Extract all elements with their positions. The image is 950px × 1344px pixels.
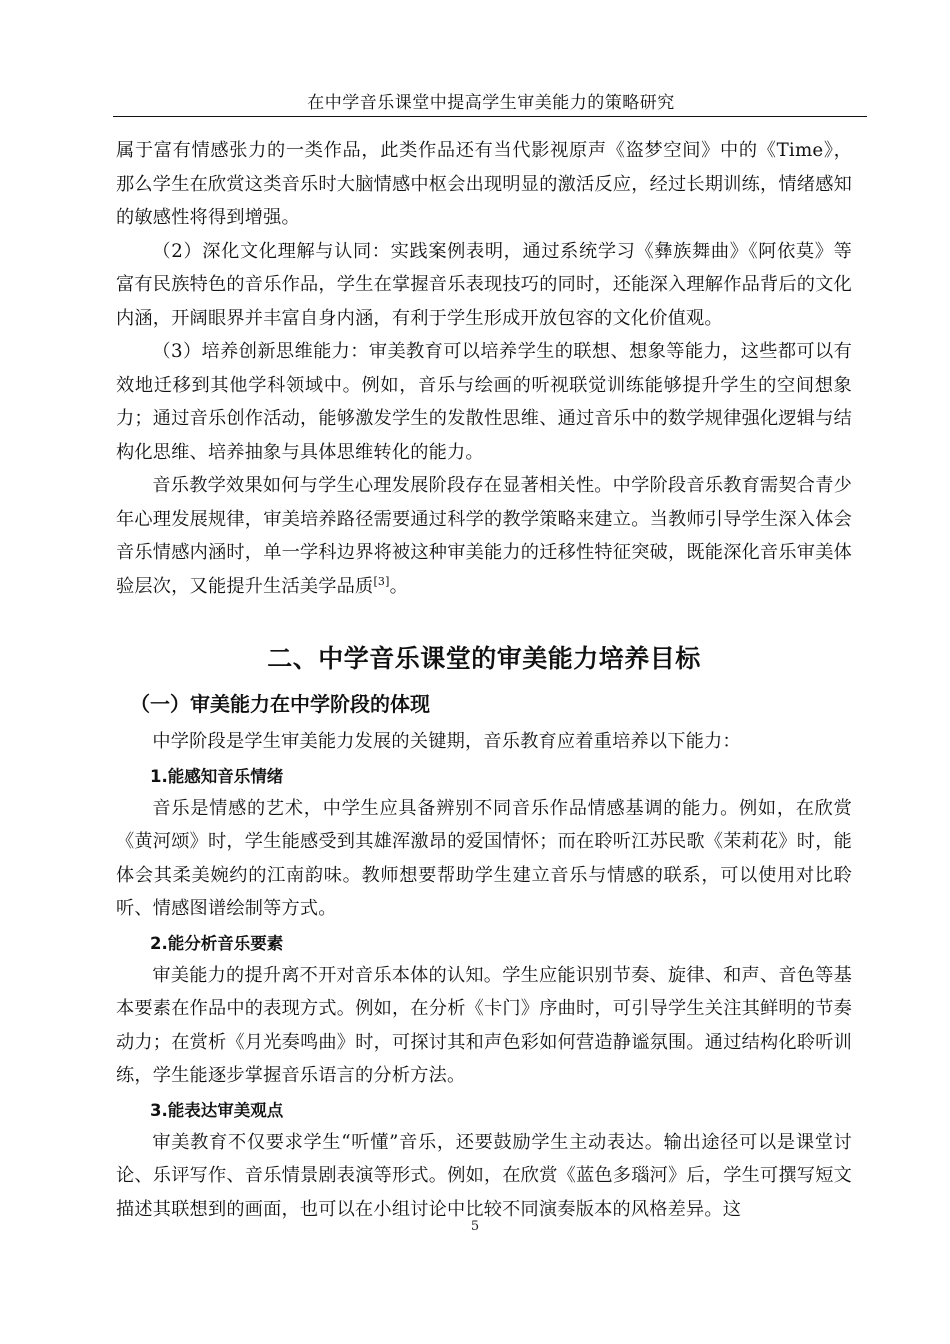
running-header: 在中学音乐课堂中提高学生审美能力的策略研究 <box>307 93 675 113</box>
header-rule <box>113 116 867 117</box>
summary-text: 音乐教学效果如何与学生心理发展阶段存在显著相关性。中学阶段音乐教育需契合青少年心理发展规律，审美培养路径需要通过科学的教学策略来建立。当教师引导学生深入体会音乐情感内涵时，单一学科边界将被这种审美能力的迁移性特征突破，既能深化音乐审美体验层次，又能提升生活美学品质 <box>116 475 852 597</box>
item-heading-3: 3.能表达审美观点 <box>150 1100 284 1120</box>
item-heading-2: 2.能分析音乐要素 <box>150 933 284 953</box>
summary-end: 。 <box>389 575 409 597</box>
paragraph-creativity: （3）培养创新思维能力：审美教育可以培养学生的联想、想象等能力，这些都可以有效地迁移到其他学科领域中。例如，音乐与绘画的听视联觉训练能够提升学生的空间想象力；通过音乐创作活动，能够激发学生的发散性思维、通过音乐中的数学规律强化逻辑与结构化思维、培养抽象与具体思维转化的能力。 <box>116 341 852 463</box>
section-title: 二、中学音乐课堂的审美能力培养目标 <box>267 644 701 673</box>
item-paragraph-2: 审美能力的提升离不开对音乐本体的认知。学生应能识别节奏、旋律、和声、音色等基本要素在作品中的表现方式。例如，在分析《卡门》序曲时，可引导学生关注其鲜明的节奏动力；在赏析《月光奏鸣曲》时，可探讨其和声色彩如何营造静谧氛围。通过结构化聆听训练，学生能逐步掌握音乐语言的分析方法。 <box>116 964 852 1086</box>
page-body <box>116 134 852 1226</box>
paragraph-continued: 属于富有情感张力的一类作品，此类作品还有当代影视原声《盗梦空间》中的《Time》，那么学生在欣赏这类音乐时大脑情感中枢会出现明显的激活反应，经过长期训练，情绪感知的敏感性将得到增强。 <box>116 140 852 228</box>
section-intro: 中学阶段是学生审美能力发展的关键期，音乐教育应着重培养以下能力： <box>152 731 741 752</box>
paragraph-culture: （2）深化文化理解与认同：实践案例表明，通过系统学习《彝族舞曲》《阿依莫》等富有民族特色的音乐作品，学生在掌握音乐表现技巧的同时，还能深入理解作品背后的文化内涵，开阔眼界并丰富自身内涵，有利于学生形成开放包容的文化价值观。 <box>116 240 852 329</box>
item-paragraph-3: 审美教育不仅要求学生“听懂”音乐，还要鼓励学生主动表达。输出途径可以是课堂讨论、乐评写作、音乐情景剧表演等形式。例如，在欣赏《蓝色多瑙河》后，学生可撰写短文描述其联想到的画面，也可以在小组讨论中比较不同演奏版本的风格差异。这 <box>116 1131 852 1220</box>
citation-marker: [3] <box>373 574 390 588</box>
page-number: 5 <box>470 1219 480 1234</box>
paragraph-summary <box>116 469 852 603</box>
subsection-title: （一）审美能力在中学阶段的体现 <box>130 692 430 716</box>
item-paragraph-1: 音乐是情感的艺术，中学生应具备辨别不同音乐作品情感基调的能力。例如，在欣赏《黄河颂》时，学生能感受到其雄浑激昂的爱国情怀；而在聆听江苏民歌《茉莉花》时，能体会其柔美婉约的江南韵味。教师想要帮助学生建立音乐与情感的联系，可以使用对比聆听、情感图谱绘制等方式。 <box>116 797 852 919</box>
item-heading-1: 1.能感知音乐情绪 <box>150 766 284 786</box>
